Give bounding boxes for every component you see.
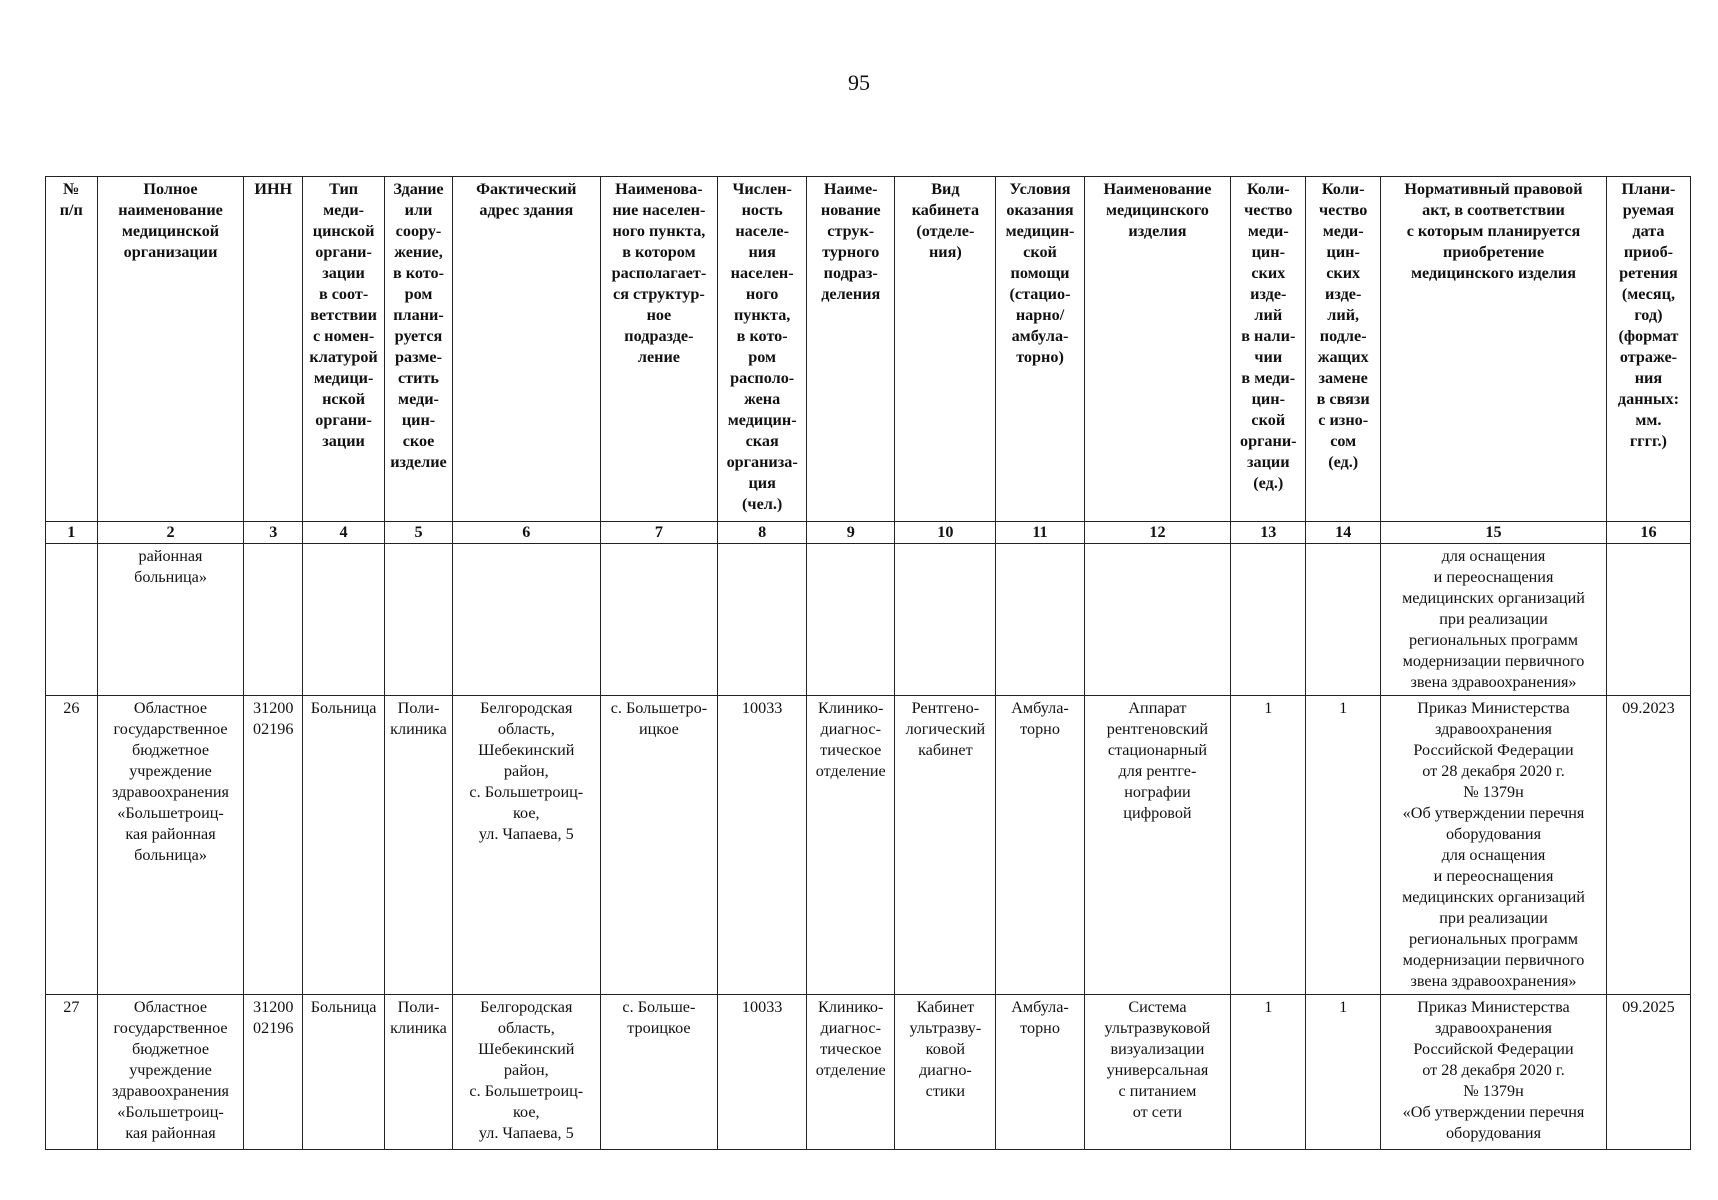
cell-act: Приказ Министерства здравоохранения Российской Федерации от 28 декабря 2020 г. № 1379н «Об утверждении перечня оборудования для оснащения и переоснащения медицинских организаций при реализации региональных программ модернизации первичного звена здравоохранения» — [1381, 696, 1607, 995]
column-number: 1 — [46, 522, 98, 544]
cell-inn: 31200 02196 — [244, 696, 303, 995]
cell-type: Больница — [303, 995, 385, 1150]
column-number: 6 — [452, 522, 600, 544]
cell-inn — [244, 544, 303, 696]
cell-unit: Клинико- диагнос- тическое отделение — [807, 696, 895, 995]
table-row — [46, 995, 1691, 1150]
cell-settlement — [600, 544, 717, 696]
cell-address — [452, 544, 600, 696]
cell-settlement: с. Больше- троицкое — [600, 995, 717, 1150]
equipment-table — [45, 176, 1691, 1150]
cell-org: Областное государственное бюджетное учреждение здравоохранения «Большетроиц- кая районная — [97, 995, 244, 1150]
header-cell-no: № п/п — [46, 177, 98, 522]
cell-cabinet: Рентгено- логический кабинет — [895, 696, 996, 995]
cell-qty-available — [1231, 544, 1306, 696]
cell-population: 10033 — [718, 696, 807, 995]
cell-address: Белгородская область, Шебекинский район, с. Большетроиц- кое, ул. Чапаева, 5 — [452, 995, 600, 1150]
cell-settlement: с. Большетро- ицкое — [600, 696, 717, 995]
column-number: 14 — [1306, 522, 1381, 544]
header-cell-qty-replace: Коли- чество меди- цин- ских изде- лий, подле- жащих замене в связи с изно- сом (ед.) — [1306, 177, 1381, 522]
cell-device: Аппарат рентгеновский стационарный для рентге- нографии цифровой — [1084, 696, 1231, 995]
column-number: 3 — [244, 522, 303, 544]
cell-no — [46, 544, 98, 696]
header-cell-qty-available: Коли- чество меди- цин- ских изде- лий в нали- чии в меди- цин- ской органи- зации (ед.) — [1231, 177, 1306, 522]
header-cell-org: Полное наименование медицинской организации — [97, 177, 244, 522]
cell-date: 09.2023 — [1606, 696, 1690, 995]
cell-building — [385, 544, 453, 696]
header-cell-type: Тип меди- цинской органи- зации в соот- ветствии с номен- клатурой медици- нской органи- зации — [303, 177, 385, 522]
cell-org: районная больница» — [97, 544, 244, 696]
column-number: 2 — [97, 522, 244, 544]
cell-act: Приказ Министерства здравоохранения Российской Федерации от 28 декабря 2020 г. № 1379н «Об утверждении перечня оборудования — [1381, 995, 1607, 1150]
cell-conditions: Амбула- торно — [996, 995, 1084, 1150]
column-number: 8 — [718, 522, 807, 544]
header-cell-conditions: Условия оказания медицин- ской помощи (стацио- нарно/ амбула- торно) — [996, 177, 1084, 522]
table-row — [46, 696, 1691, 995]
cell-qty-replace: 1 — [1306, 995, 1381, 1150]
column-number: 16 — [1606, 522, 1690, 544]
cell-unit — [807, 544, 895, 696]
cell-cabinet: Кабинет ультразву- ковой диагно- стики — [895, 995, 996, 1150]
cell-inn: 31200 02196 — [244, 995, 303, 1150]
header-cell-device: Наименование медицинского изделия — [1084, 177, 1231, 522]
header-cell-unit: Наиме- нование струк- турного подраз- деления — [807, 177, 895, 522]
column-number: 15 — [1381, 522, 1607, 544]
cell-no: 26 — [46, 696, 98, 995]
cell-type — [303, 544, 385, 696]
cell-population — [718, 544, 807, 696]
cell-no: 27 — [46, 995, 98, 1150]
column-number: 5 — [385, 522, 453, 544]
header-cell-address: Фактический адрес здания — [452, 177, 600, 522]
cell-type: Больница — [303, 696, 385, 995]
cell-qty-available: 1 — [1231, 696, 1306, 995]
cell-building: Поли- клиника — [385, 696, 453, 995]
header-cell-date: Плани- руемая дата приоб- ретения (месяц, год) (формат отраже- ния данных: мм. гггг.) — [1606, 177, 1690, 522]
cell-building: Поли- клиника — [385, 995, 453, 1150]
cell-org: Областное государственное бюджетное учреждение здравоохранения «Большетроиц- кая районная больница» — [97, 696, 244, 995]
cell-conditions — [996, 544, 1084, 696]
page-number: 95 — [848, 70, 870, 95]
cell-cabinet — [895, 544, 996, 696]
cell-population: 10033 — [718, 995, 807, 1150]
cell-date — [1606, 544, 1690, 696]
column-number: 9 — [807, 522, 895, 544]
header-cell-cabinet: Вид кабинета (отделе- ния) — [895, 177, 996, 522]
cell-unit: Клинико- диагнос- тическое отделение — [807, 995, 895, 1150]
header-cell-inn: ИНН — [244, 177, 303, 522]
cell-qty-replace: 1 — [1306, 696, 1381, 995]
cell-date: 09.2025 — [1606, 995, 1690, 1150]
cell-device — [1084, 544, 1231, 696]
column-number: 7 — [600, 522, 717, 544]
header-cell-building: Здание или соору- жение, в кото- ром плани- руется разме- стить меди- цин- ское изделие — [385, 177, 453, 522]
cell-address: Белгородская область, Шебекинский район, с. Большетроиц- кое, ул. Чапаева, 5 — [452, 696, 600, 995]
cell-qty-available: 1 — [1231, 995, 1306, 1150]
header-cell-population: Числен- ность населе- ния населен- ного пункта, в кото- ром располо- жена медицин- ская организа- ция (чел.) — [718, 177, 807, 522]
header-cell-settlement: Наименова- ние населен- ного пункта, в котором располагает- ся структур- ное подразде- ление — [600, 177, 717, 522]
column-number: 13 — [1231, 522, 1306, 544]
column-number: 11 — [996, 522, 1084, 544]
header-row — [46, 177, 1691, 522]
cell-device: Система ультразвуковой визуализации универсальная с питанием от сети — [1084, 995, 1231, 1150]
cell-qty-replace — [1306, 544, 1381, 696]
column-number-row — [46, 522, 1691, 544]
cell-conditions: Амбула- торно — [996, 696, 1084, 995]
cell-act: для оснащения и переоснащения медицинских организаций при реализации региональных программ модернизации первичного звена здравоохранения» — [1381, 544, 1607, 696]
column-number: 4 — [303, 522, 385, 544]
column-number: 10 — [895, 522, 996, 544]
column-number: 12 — [1084, 522, 1231, 544]
table-row — [46, 544, 1691, 696]
header-cell-act: Нормативный правовой акт, в соответствии с которым планируется приобретение медицинского изделия — [1381, 177, 1607, 522]
